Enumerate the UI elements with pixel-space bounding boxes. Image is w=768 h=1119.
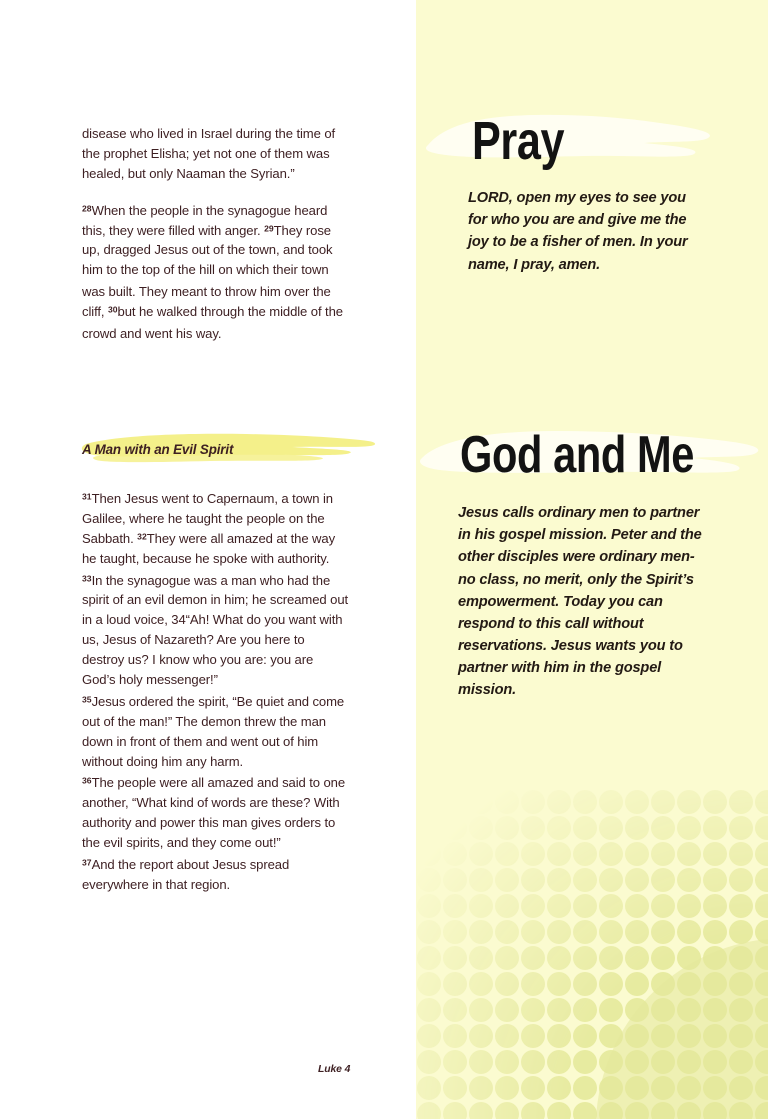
verse-number: 31 [82,491,92,502]
white-brush-stroke [416,105,768,171]
pray-body-text: LORD, open my eyes to see you for who you are and give me the joy to be a fisher of men. In your name, I pray, amen. [468,190,688,273]
scripture-subheading: A Man with an Evil Spirit [82,442,234,457]
pray-heading-wrap [416,105,768,171]
god-and-me-heading: God and Me [460,426,695,484]
verse-number: 32 [137,531,147,542]
god-and-me-body-text: Jesus calls ordinary men to partner in his gospel mission. Peter and the other disciples were ordinary men- no class, no merit, only the Spirit’s empowerment. Today you can respond to this call without reservations. Jesus wants you to partner with him in the gospel mission. [458,505,702,699]
scripture-paragraph: $^{37}$And the report about Jesus spread everywhere in that region. [82,857,290,892]
verse-number: 28 [82,203,92,214]
scripture-paragraph: was built. They meant to throw him over the cliff, $^{30}$but he walked through the middle of the [82,284,343,320]
right-panel [416,0,768,1119]
scripture-passage-part1 [82,124,350,344]
scripture-paragraph: $^{35}$Jesus ordered the spirit, “Be quiet and come out of the man!” The demon threw the man down in front of them and went out of him without doing him any harm. [82,693,345,769]
verse-number: 33 [82,572,92,583]
section-god-and-me [416,424,768,699]
scripture-paragraph: $^{36}$The people were all amazed and said to one another, “What kind of words are these? With authority and power this man gives orders to the evil spirits, and they come out!” [82,775,346,851]
verse-number: 30 [107,304,118,315]
scripture-paragraph: $^{28}$When the people in the synagogue heard this, they were filled with anger. $^{29}$They rose up, dragged Jesus out of the town, and took him to the top of the hill on which their town [82,202,333,278]
scripture-paragraph: disease who lived in Israel during the time of the prophet Elisha; yet not one of them was healed, but only Naaman the Syrian.” [82,126,336,181]
subheading-wrap [78,432,378,472]
scripture-paragraph: $^{33}$In the synagogue was a man who had the spirit of an evil demon in him; he screamed out in a loud voice, 34“Ah! What do you want with us, Jesus of Nazareth? Are you here to destroy us? I know who you are: you are God’s holy messenger!” [82,572,349,688]
footer-scripture-reference: Luke 4 [318,1064,351,1075]
verse-number: 35 [82,694,92,705]
scripture-paragraph: $^{31}$Then Jesus went to Capernaum, a town in Galilee, where he taught the people on the Sabbath. $^{32}$They were all amazed at the way he taught, because he spoke with authority. [82,491,336,566]
verse-number: 37 [82,857,92,868]
scripture-passage-part2 [82,489,350,895]
verse-number: 29 [264,222,274,233]
pray-heading: Pray [472,111,565,171]
god-and-me-heading-wrap [416,424,768,486]
paragraph-spacer [82,184,350,201]
section-pray [416,105,768,273]
scripture-paragraph: crowd and went his way. [82,326,222,342]
halftone-dot-decoration [416,789,768,1119]
verse-number: 36 [82,775,92,786]
